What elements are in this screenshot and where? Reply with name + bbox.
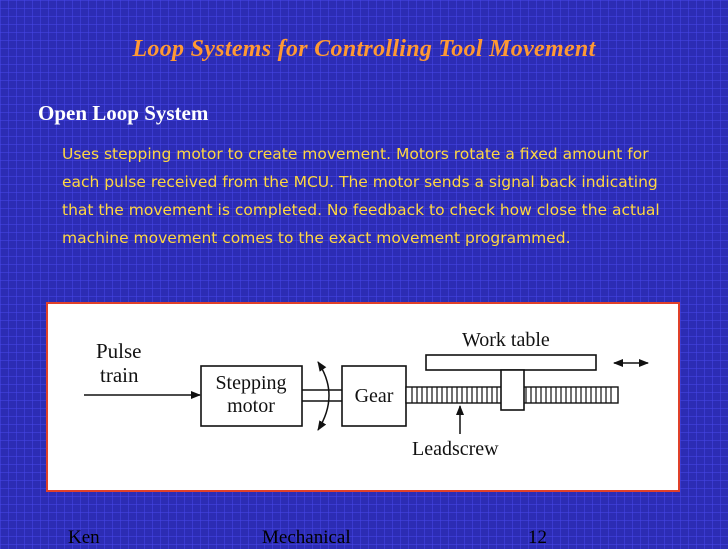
stepping-motor-label-line2: motor bbox=[227, 395, 275, 417]
footer-page-number: 12 bbox=[528, 527, 547, 548]
stepping-motor-label-line1: Stepping bbox=[215, 372, 287, 394]
diagram-drawing bbox=[48, 304, 678, 490]
leadscrew-label: Leadscrew bbox=[412, 438, 499, 460]
section-heading: Open Loop System bbox=[38, 101, 209, 125]
rotation-arrow-icon bbox=[318, 362, 329, 430]
pulse-train-label-line2: train bbox=[100, 363, 139, 387]
gear-label: Gear bbox=[354, 385, 394, 407]
footer-author: Ken bbox=[68, 527, 100, 548]
slide-title: Loop Systems for Controlling Tool Movement bbox=[132, 36, 596, 62]
footer-department: Mechanical bbox=[262, 527, 351, 548]
table-nut bbox=[501, 370, 524, 410]
work-table-label: Work table bbox=[462, 329, 550, 351]
description-paragraph: Uses stepping motor to create movement. Motors rotate a fixed amount for each pulse received from the MCU. The motor sends a signal back indicating that the movement is completed. No feedback to check how close the actual machine movement comes to the exact movement programmed. bbox=[62, 145, 660, 247]
work-table bbox=[426, 355, 596, 370]
open-loop-diagram bbox=[46, 302, 680, 492]
pulse-train-label-line1: Pulse bbox=[96, 339, 142, 363]
